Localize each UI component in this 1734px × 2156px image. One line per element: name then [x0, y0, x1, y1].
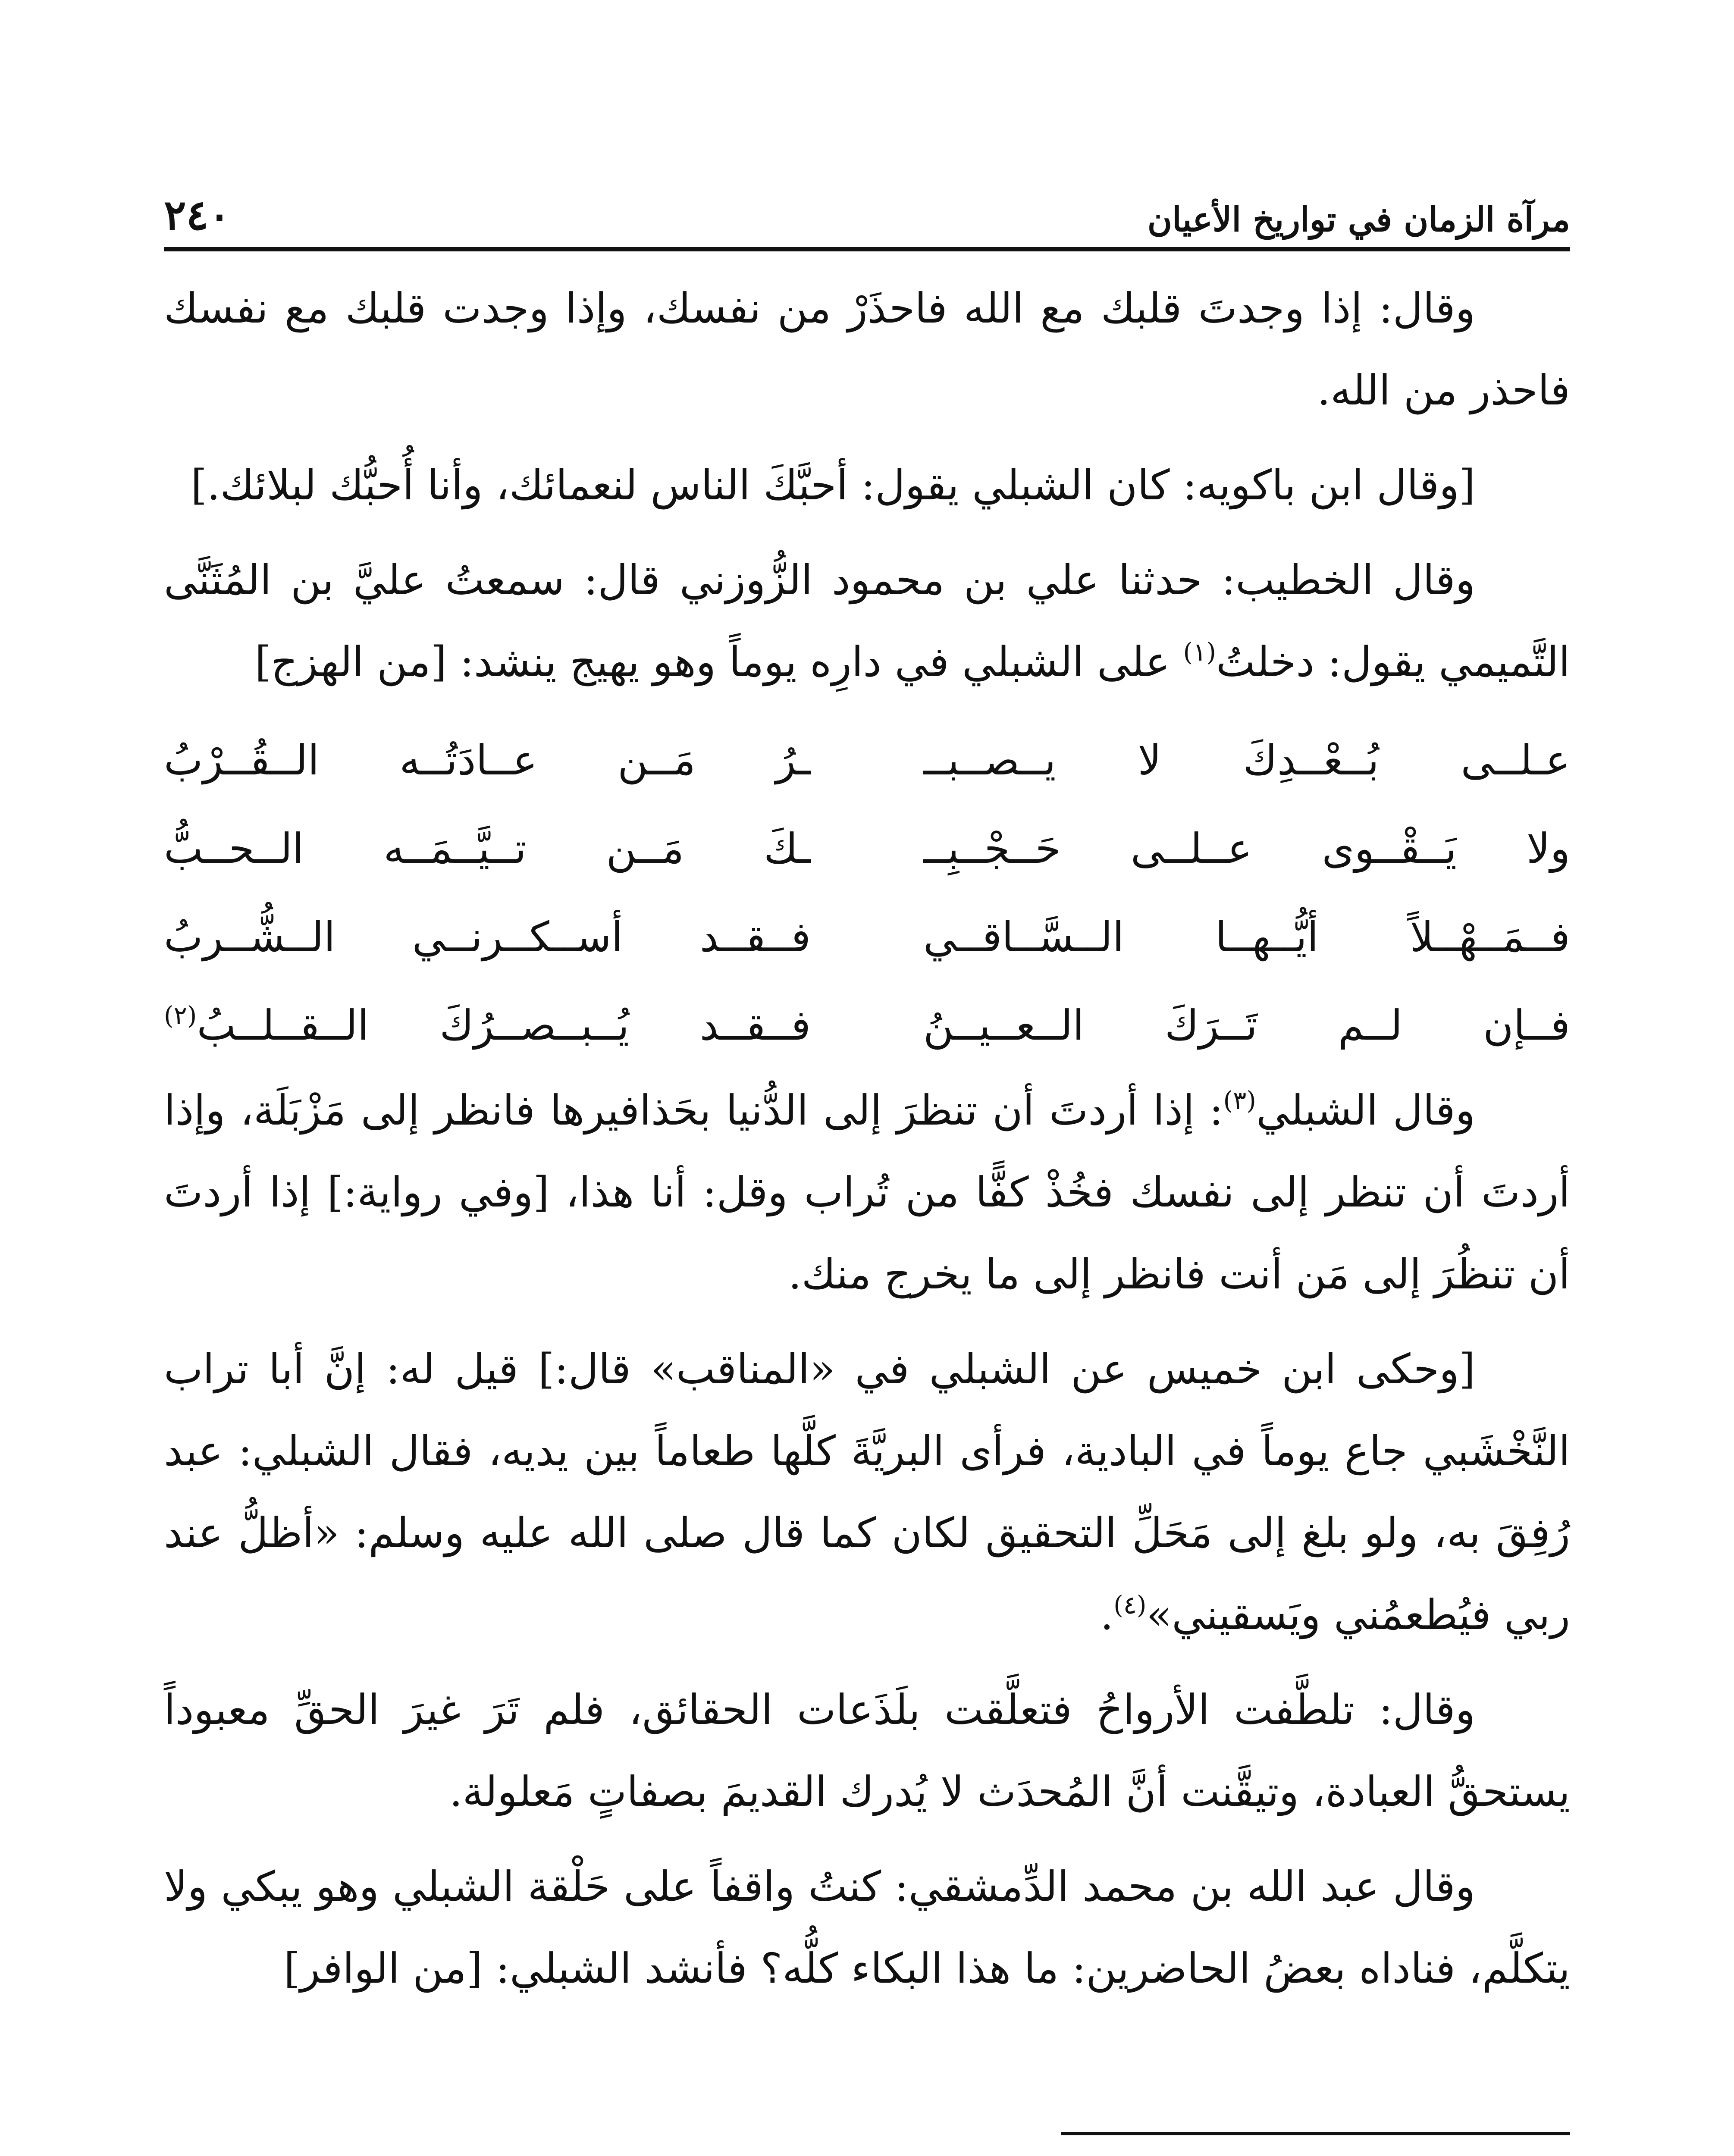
footnote-ref-3: (٣): [1223, 1086, 1256, 1115]
verse-first-hemistich: فــمَــهْــلاً أيُّــهــا الــسَّــاقــي: [923, 912, 1570, 961]
paragraph-4-text-b: : إذا أردتَ أن تنظرَ إلى الدُّنيا بحَذافيرها فانظر إلى مَزْبَلَة، وإذا أردتَ أن تنظر إلى نفسك فخُذْ كفًّا من تُراب وقل: أنا هذا، [وفي رواية:] إذا أردتَ أن تنظُرَ إلى مَن أنت فانظر إلى ما يخرج منك.: [164, 1086, 1570, 1298]
paragraph-5: [164, 1328, 1570, 1656]
paragraph-7: وقال عبد الله بن محمد الدِّمشقي: كنتُ واقفاً على حَلْقة الشبلي وهو يبكي ولا يتكلَّم، فناداه بعضُ الحاضرين: ما هذا البكاء كلُّه؟ فأنشد الشبلي: [من الوافر]: [164, 1862, 1570, 1993]
verse-line: [164, 716, 1570, 804]
verse-first-hemistich: فــإن لــم تَــرَكَ الــعــيــنُ: [923, 1001, 1570, 1050]
verse-first-hemistich: عـلــى بُــعْــدِكَ لا يــصــبــ: [923, 736, 1570, 784]
verse-second-hemistich-text: فــقــد يُــبــصــرُكَ الــقــلــبُ: [197, 1001, 811, 1050]
footnote-1: [164, 2152, 1570, 2156]
verse-first-hemistich: ولا يَــقْــوى عــلــى حَــجْــبِــ: [923, 824, 1570, 873]
footnote-ref-4: (٤): [1113, 1590, 1147, 1620]
running-title: مرآة الزمان في تواريخ الأعيان: [1147, 200, 1570, 239]
footnotes: [164, 2152, 1570, 2156]
footnote-ref-2: (٢): [164, 1000, 197, 1030]
paragraph-4-text-a: وقال الشبلي: [1256, 1086, 1476, 1134]
verse-line: [164, 981, 1570, 1069]
footnote-ref-1: (١): [1183, 637, 1216, 667]
paragraph-3-text-a: وقال الخطيب: حدثنا علي بن محمود الزُّوزني قال: سمعتُ عليَّ بن المُثَنَّى التَّميمي يقول: دخلتُ: [164, 556, 1570, 686]
paragraph-2: [وقال ابن باكويه: كان الشبلي يقول: أحبَّكَ الناس لنعمائك، وأنا أُحبُّك لبلائك.]: [191, 461, 1475, 509]
paragraph-3-text-b: على الشبلي في دارِه يوماً وهو يهيج ينشد: [من الهزج]: [254, 638, 1183, 686]
verse-line: [164, 804, 1570, 893]
footnote-separator: [1061, 2132, 1570, 2135]
verse-second-hemistich: ـرُ مَــن عــادَتُــه الــقُــرْبُ: [164, 736, 811, 784]
paragraph-3: [164, 539, 1570, 703]
paragraph-4: [164, 1069, 1570, 1315]
paragraph-1: وقال: إذا وجدتَ قلبك مع الله فاحذَرْ من نفسك، وإذا وجدت قلبك مع نفسك فاحذر من الله.: [164, 284, 1570, 414]
page-number: ٢٤٠: [164, 191, 231, 239]
paragraph-6: وقال: تلطَّفت الأرواحُ فتعلَّقت بلَذَعات الحقائق، فلم تَرَ غيرَ الحقِّ معبوداً يستحقُّ العبادة، وتيقَّنت أنَّ المُحدَث لا يُدرك القديمَ بصفاتٍ مَعلولة.: [164, 1686, 1570, 1816]
verse-line: [164, 893, 1570, 981]
poem: [164, 716, 1570, 1069]
verse-second-hemistich: فــقــد أســكــرنــي الــشُّــربُ: [164, 912, 811, 961]
paragraph-5-text-b: .: [1100, 1591, 1114, 1639]
verse-second-hemistich: [164, 984, 811, 1066]
main-text: [164, 267, 1570, 2022]
page-header: [164, 179, 1570, 251]
paragraph-5-text-a: [وحكى ابن خميس عن الشبلي في «المناقب» قال:] قيل له: إنَّ أبا تراب النَّخْشَبي جاع يوماً في البادية، فرأى البريَّةَ كلَّها طعاماً بين يديه، فقال الشبلي: عبد رُفِقَ به، ولو بلغ إلى مَحَلِّ التحقيق لكان كما قال صلى الله عليه وسلم: «أظلُّ عند ربي فيُطعمُني ويَسقيني»: [164, 1345, 1570, 1639]
verse-second-hemistich: ـكَ مَــن تــيَّــمَــه الــحــبُّ: [164, 824, 811, 873]
